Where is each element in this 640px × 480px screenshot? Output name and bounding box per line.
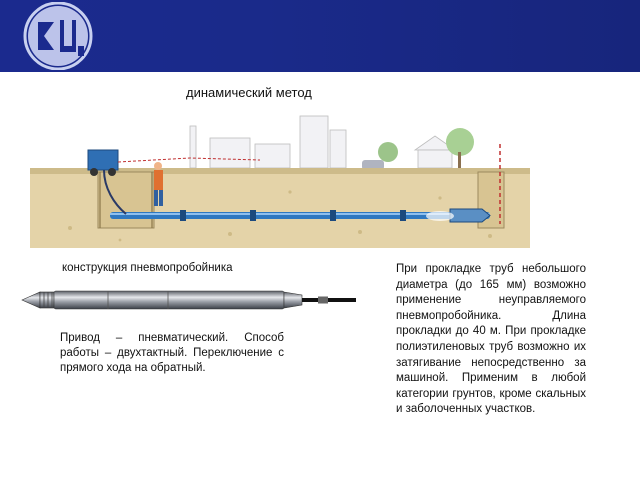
tool-caption: конструкция пневмопробойника [62,262,233,274]
description-drive-text: Привод – пневматический. Способ работы – двухтактный. Переключение с прямого хода на обратный. [60,332,284,374]
pneumatic-pipe-laying-scene [30,108,530,248]
header-band [0,0,640,72]
description-application-text: При прокладке труб небольшого диаметра (до 165 мм) возможно применение неуправляемого пневмопробойника. Длина прокладки до 40 м. При прокладке полиэтиленовых труб возможно их затягивание непосредственно за машиной. Применим в любой категории грунтов, кроме скальных и заболоченных участков. [396,263,586,416]
pneumatic-piercer-tool [18,282,358,318]
institution-logo-icon [20,2,100,70]
slide-title: динамический метод [186,85,312,100]
